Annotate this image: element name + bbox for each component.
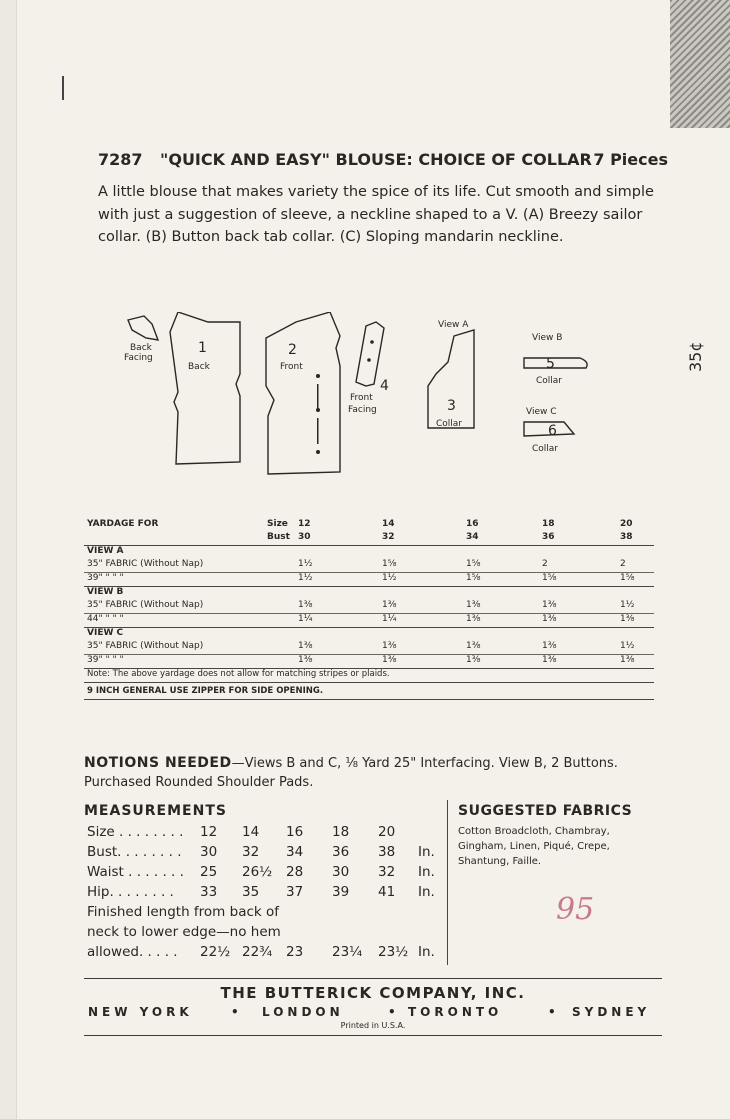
city-separator: • <box>231 1005 243 1019</box>
piece-1-name: Back <box>188 362 210 372</box>
zipper-row <box>84 686 654 699</box>
yardage-note: Note: The above yardage does not allow for matching stripes or plaids. <box>87 669 390 679</box>
yardage-value: 1⅜ <box>298 655 313 665</box>
yardage-value: 1½ <box>382 573 397 583</box>
front-piece-shape <box>266 312 340 474</box>
fabric-label: 35" FABRIC (Without Nap) <box>87 559 204 569</box>
hatched-corner <box>670 0 730 128</box>
measurement-row <box>84 884 452 904</box>
pattern-pieces-diagram <box>118 312 598 488</box>
piece-1-number: 1 <box>198 340 207 356</box>
fabric-label: 39" " " " <box>87 655 124 665</box>
piece-count: 7 Pieces <box>593 150 668 169</box>
bust-value: 30 <box>298 532 311 542</box>
measurement-value: 20 <box>378 824 396 840</box>
yardage-title: YARDAGE FOR <box>87 519 159 529</box>
city-london: LONDON <box>262 1005 344 1019</box>
measurement-value: 14 <box>242 824 260 840</box>
yardage-value: 1⅜ <box>466 600 481 610</box>
yardage-value: 1⅜ <box>382 655 397 665</box>
yardage-value: 1⅝ <box>382 559 397 569</box>
piece-4-number: 4 <box>380 378 389 394</box>
allowed-label: allowed. . . . . <box>87 944 178 960</box>
yardage-value: 1⅜ <box>542 600 557 610</box>
measurement-value: 28 <box>286 864 304 880</box>
divider <box>84 699 654 700</box>
measurement-value: 18 <box>332 824 350 840</box>
back-facing-label-2: Facing <box>124 353 153 363</box>
fabrics-text: Cotton Broadcloth, Chambray, Gingham, Linen, Piqué, Crepe, Shantung, Faille. <box>458 826 610 867</box>
finished-length-text: Finished length from back of <box>87 904 280 920</box>
column-divider <box>447 800 448 965</box>
notions-block <box>84 754 654 792</box>
measurement-value: 33 <box>200 884 218 900</box>
yardage-value: 2 <box>620 559 626 569</box>
measurement-value: 32 <box>378 864 396 880</box>
measurement-unit: In. <box>418 884 435 900</box>
measurement-label: Bust. . . . . . . . <box>87 844 182 860</box>
margin-mark <box>62 76 64 100</box>
measurement-value: 32 <box>242 844 260 860</box>
measurement-label: Hip. . . . . . . . <box>87 884 174 900</box>
piece-3-number: 3 <box>447 398 456 414</box>
measurement-value: 26½ <box>242 864 273 880</box>
view-heading <box>84 628 654 641</box>
city-sydney: SYDNEY <box>572 1005 651 1019</box>
fabrics-heading: SUGGESTED FABRICS <box>458 803 633 819</box>
fabric-label: 35" FABRIC (Without Nap) <box>87 600 204 610</box>
pattern-title: "QUICK AND EASY" BLOUSE: CHOICE OF COLLAR <box>160 150 592 169</box>
yardage-value: 1⅜ <box>466 655 481 665</box>
size-value: 12 <box>298 519 311 529</box>
view-a-heading: VIEW A <box>87 546 124 556</box>
size-value: 18 <box>542 519 555 529</box>
view-c-label: View C <box>526 407 557 417</box>
size-value: 16 <box>466 519 479 529</box>
paper-edge <box>0 0 17 1119</box>
title-row <box>98 150 668 172</box>
measurement-value: 34 <box>286 844 304 860</box>
yardage-value: 1⅜ <box>542 614 557 624</box>
size-value: 20 <box>620 519 633 529</box>
measurement-value: 30 <box>332 864 350 880</box>
size-label: Size <box>267 519 288 529</box>
yardage-value: 1¼ <box>298 614 313 624</box>
piece-2-name: Front <box>280 362 303 372</box>
piece-5-number: 5 <box>546 356 555 372</box>
piece-4-name-1: Front <box>350 393 373 403</box>
fabric-label: 44" " " " <box>87 614 124 624</box>
yardage-value: 1¼ <box>382 614 397 624</box>
measurement-row <box>84 824 452 844</box>
measurement-label: Waist . . . . . . . <box>87 864 184 880</box>
view-heading <box>84 587 654 600</box>
yardage-row <box>84 573 654 586</box>
view-a-label: View A <box>438 320 469 330</box>
piece-4-name-2: Facing <box>348 405 377 415</box>
footer-rule-top <box>84 978 662 979</box>
notions-text: —Views B and C, ⅛ Yard 25" Interfacing. View B, 2 Buttons. Purchased Rounded Shoulder Pads. <box>84 756 618 790</box>
piece-2-number: 2 <box>288 342 297 358</box>
yardage-row <box>84 614 654 627</box>
measurement-value: 25 <box>200 864 218 880</box>
view-heading <box>84 546 654 559</box>
yardage-value: 1⅜ <box>542 641 557 651</box>
front-facing-shape <box>356 322 384 386</box>
yardage-value: 1⅜ <box>620 614 635 624</box>
handwritten-stamp: 95 <box>556 892 595 927</box>
yardage-row <box>84 559 654 572</box>
yardage-table <box>84 519 654 700</box>
city-separator: • <box>548 1005 560 1019</box>
yardage-value: 2 <box>542 559 548 569</box>
printed-note: Printed in U.S.A. <box>340 1021 406 1030</box>
measurement-value: 12 <box>200 824 218 840</box>
city-new-york: NEW YORK <box>88 1005 193 1019</box>
yardage-header-size <box>84 519 654 532</box>
yardage-value: 1⅜ <box>466 641 481 651</box>
yardage-value: 1½ <box>620 600 635 610</box>
allowed-value: 23½ <box>378 944 409 960</box>
yardage-value: 1⅝ <box>466 573 481 583</box>
bust-label: Bust <box>267 532 290 542</box>
yardage-value: 1⅝ <box>466 559 481 569</box>
yardage-value: 1⅜ <box>466 614 481 624</box>
measurement-value: 37 <box>286 884 304 900</box>
finished-length-text: neck to lower edge—no hem <box>87 924 281 940</box>
pattern-description: A little blouse that makes variety the spice of its life. Cut smooth and simple with just a suggestion of sleeve, a neckline shaped to a V. (A) Breezy sailor collar. (B) Button back tab collar. (C) Sloping mandarin neckline. <box>98 184 654 245</box>
yardage-value: 1½ <box>298 573 313 583</box>
notions-heading: NOTIONS NEEDED <box>84 755 232 771</box>
allowed-value: 23 <box>286 944 304 960</box>
piece-6-name: Collar <box>532 444 559 454</box>
bust-value: 32 <box>382 532 395 542</box>
piece-3-name: Collar <box>436 419 463 429</box>
measurement-unit: In. <box>418 844 435 860</box>
piece-5-name: Collar <box>536 376 563 386</box>
measurements-block <box>84 803 452 964</box>
view-c-heading: VIEW C <box>87 628 124 638</box>
yardage-row <box>84 655 654 668</box>
measurement-value: 39 <box>332 884 350 900</box>
measurements-heading: MEASUREMENTS <box>84 803 227 819</box>
finished-length-row-1 <box>84 904 452 924</box>
bust-value: 36 <box>542 532 555 542</box>
view-b-label: View B <box>532 333 563 343</box>
yardage-value: 1⅜ <box>298 600 313 610</box>
company-name: THE BUTTERICK COMPANY, INC. <box>220 984 526 1002</box>
view-b-heading: VIEW B <box>87 587 124 597</box>
measurement-value: 35 <box>242 884 260 900</box>
footer-rule-bottom <box>84 1035 662 1036</box>
measurement-unit: In. <box>418 864 435 880</box>
bust-value: 38 <box>620 532 633 542</box>
yardage-value: 1⅜ <box>298 641 313 651</box>
bust-value: 34 <box>466 532 479 542</box>
zipper-note: 9 INCH GENERAL USE ZIPPER FOR SIDE OPENING. <box>87 686 324 696</box>
measurement-value: 41 <box>378 884 396 900</box>
back-piece-shape <box>170 312 240 464</box>
measurement-label: Size . . . . . . . . <box>87 824 184 840</box>
allowed-value: 22½ <box>200 944 231 960</box>
piece-6-number: 6 <box>548 423 557 439</box>
allowed-row <box>84 944 452 964</box>
fabric-label: 35" FABRIC (Without Nap) <box>87 641 204 651</box>
measurement-value: 30 <box>200 844 218 860</box>
measurement-row <box>84 864 452 884</box>
finished-length-row-2 <box>84 924 452 944</box>
yardage-note-row <box>84 669 654 682</box>
measurement-row <box>84 844 452 864</box>
measurement-value: 16 <box>286 824 304 840</box>
yardage-value: 1⅜ <box>382 641 397 651</box>
yardage-value: 1⅜ <box>542 655 557 665</box>
divider <box>84 682 654 683</box>
yardage-header-bust <box>84 532 654 545</box>
back-facing-shape <box>128 316 158 340</box>
price: 35¢ <box>686 341 705 372</box>
collar-b-shape <box>524 358 587 368</box>
pattern-number: 7287 <box>98 150 143 169</box>
yardage-value: 1½ <box>298 559 313 569</box>
allowed-value: 23¼ <box>332 944 363 960</box>
yardage-row <box>84 641 654 654</box>
city-toronto: TORONTO <box>408 1005 503 1019</box>
city-separator: • <box>388 1005 400 1019</box>
yardage-row <box>84 600 654 613</box>
back-facing-label-1: Back <box>130 343 152 353</box>
yardage-value: 1⅝ <box>542 573 557 583</box>
allowed-value: 22¾ <box>242 944 273 960</box>
size-value: 14 <box>382 519 395 529</box>
suggested-fabrics-block <box>458 803 658 869</box>
yardage-value: 1½ <box>620 641 635 651</box>
city-list <box>84 1005 662 1021</box>
yardage-value: 1⅝ <box>620 573 635 583</box>
allowed-unit: In. <box>418 944 435 960</box>
measurement-value: 36 <box>332 844 350 860</box>
measurement-value: 38 <box>378 844 396 860</box>
yardage-value: 1⅜ <box>382 600 397 610</box>
yardage-value: 1⅜ <box>620 655 635 665</box>
fabric-label: 39" " " " <box>87 573 124 583</box>
